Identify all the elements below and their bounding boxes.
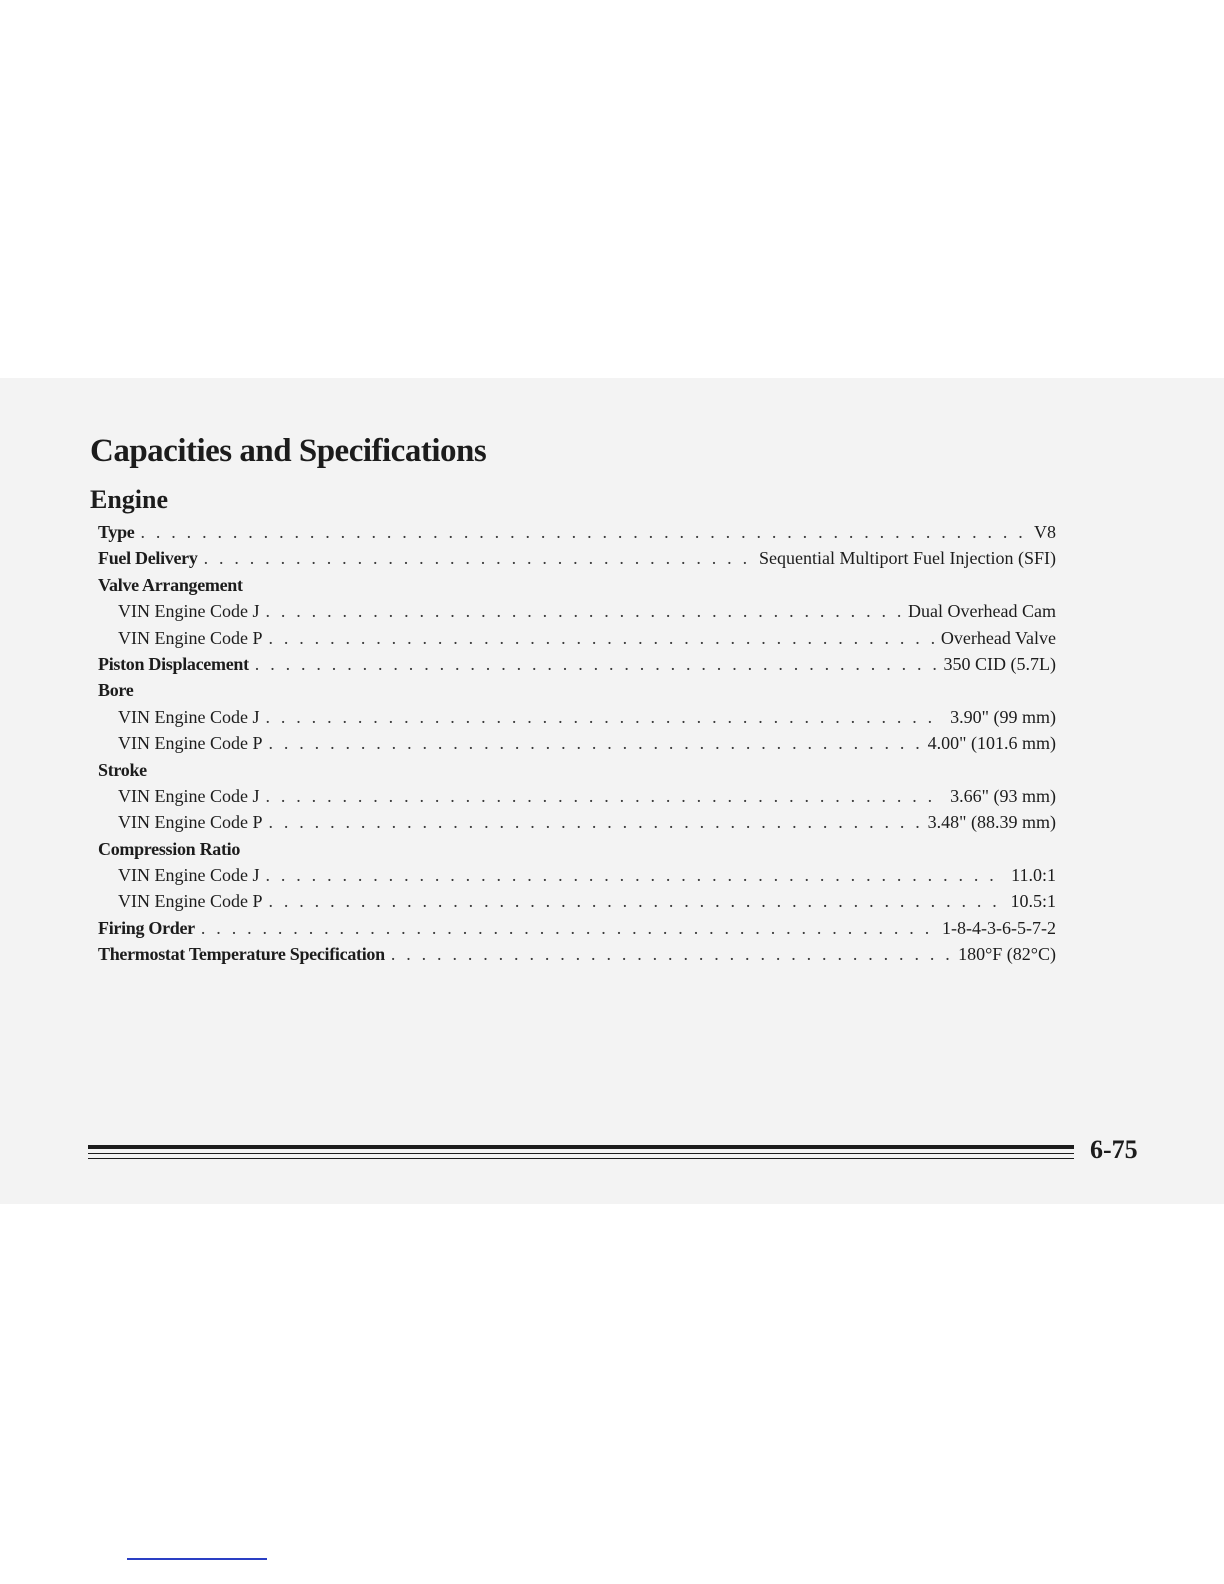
dot-leader: [255, 651, 938, 677]
spec-value: Overhead Valve: [940, 627, 1056, 648]
spec-value: 1-8-4-3-6-5-7-2: [942, 917, 1056, 938]
spec-label: VIN Engine Code P: [118, 812, 263, 833]
page-number: 6-75: [1090, 1135, 1138, 1164]
spec-value: 350 CID (5.7L): [943, 653, 1056, 674]
spec-value: 11.0:1: [1011, 865, 1056, 886]
section-title-engine: Engine: [90, 485, 169, 514]
decorative-underline: [127, 1558, 267, 1560]
spec-label: VIN Engine Code J: [118, 601, 260, 622]
spec-group-heading: [98, 836, 1056, 862]
dot-leader: [265, 704, 944, 730]
spec-value: Sequential Multiport Fuel Injection (SFI): [759, 548, 1056, 569]
spec-label: Type: [98, 522, 135, 542]
dot-leader: [268, 730, 921, 756]
dot-leader: [268, 888, 1004, 914]
dot-leader: [265, 598, 902, 624]
spec-row: [98, 809, 1056, 835]
spec-label: VIN Engine Code J: [118, 706, 260, 727]
spec-label: Valve Arrangement: [98, 574, 243, 595]
spec-label: Piston Displacement: [98, 653, 249, 674]
footer-rule-thin: [88, 1153, 1074, 1154]
spec-label: Firing Order: [98, 917, 195, 938]
spec-row: [98, 783, 1056, 809]
dot-leader: [268, 625, 934, 651]
spec-label: Thermostat Temperature Specification: [98, 944, 385, 965]
spec-label: VIN Engine Code P: [118, 891, 263, 912]
spec-row: [98, 730, 1056, 756]
spec-group-heading: [98, 677, 1056, 703]
spec-label: VIN Engine Code J: [118, 865, 260, 886]
spec-label: VIN Engine Code J: [118, 785, 260, 806]
spec-row: [98, 941, 1056, 967]
spec-label: Compression Ratio: [98, 838, 241, 859]
dot-leader: [268, 809, 921, 835]
spec-row: [98, 625, 1056, 651]
dot-leader: [265, 862, 1005, 888]
spec-group-heading: [98, 572, 1056, 598]
dot-leader: [391, 941, 952, 967]
footer-rule-thin: [88, 1158, 1074, 1159]
dot-leader: [204, 545, 753, 571]
spec-row: [98, 545, 1056, 571]
spec-row: [98, 888, 1056, 914]
spec-value: 3.48" (88.39 mm): [927, 812, 1056, 833]
dot-leader: [201, 915, 936, 941]
spec-label: Fuel Delivery: [98, 548, 198, 569]
spec-row: [98, 651, 1056, 677]
spec-value: 10.5:1: [1010, 891, 1056, 912]
page-title: Capacities and Specifications: [90, 433, 487, 469]
engine-spec-list: [98, 519, 1056, 968]
spec-value: 4.00" (101.6 mm): [927, 733, 1056, 754]
spec-value: Dual Overhead Cam: [908, 601, 1056, 622]
spec-value: 3.66" (93 mm): [950, 785, 1056, 806]
spec-label: VIN Engine Code P: [118, 733, 263, 754]
spec-value: 3.90" (99 mm): [950, 706, 1056, 727]
dot-leader: [265, 783, 944, 809]
spec-row: [98, 915, 1056, 941]
spec-value: 180°F (82°C): [958, 944, 1056, 965]
footer-rule: [88, 1145, 1074, 1149]
spec-row: [98, 519, 1056, 545]
spec-label: Bore: [98, 680, 134, 701]
dot-leader: [140, 519, 1028, 545]
spec-row: [98, 704, 1056, 730]
spec-label: VIN Engine Code P: [118, 627, 263, 648]
spec-row: [98, 862, 1056, 888]
spec-row: [98, 598, 1056, 624]
spec-value: V8: [1034, 522, 1056, 542]
spec-label: Stroke: [98, 759, 147, 780]
spec-group-heading: [98, 757, 1056, 783]
